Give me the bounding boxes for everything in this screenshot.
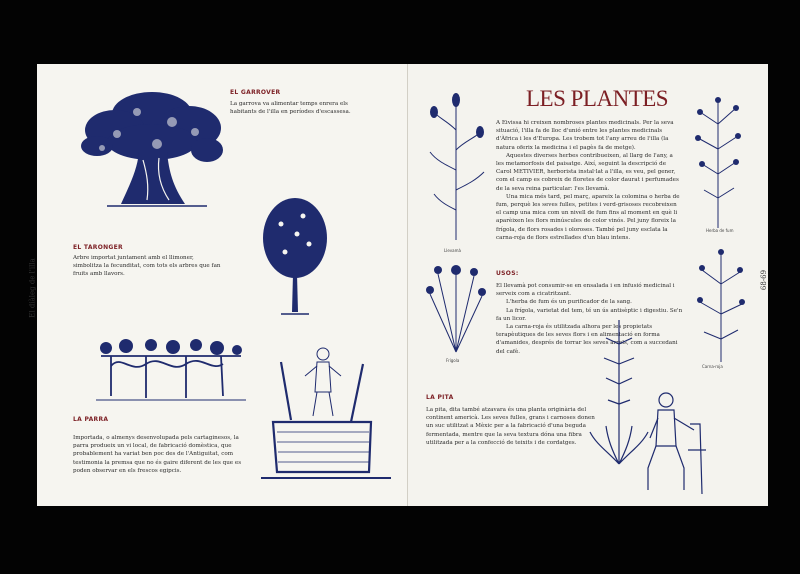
taronger-heading: EL TARONGER <box>73 244 123 251</box>
garrover-heading: EL GARROVER <box>230 89 281 96</box>
orange-tree-illustration <box>259 194 331 322</box>
intro-paragraph: Aquestes diverses herbes contribueixen, al llarg de l'any, a les metamorfosis del paisatge. Així, seguint la descripció de Carol METIVIER, herborista instal·lat a l'illa, es veu, pel gener, com el camp es cobreix de floretes de color daurat i perfumades de la seva reina particular: l'es llevamà. <box>496 152 679 192</box>
herba-de-fum-illustration <box>690 94 746 228</box>
taronger-text: Arbre importat juntament amb el llimoner, simbolitza la fecunditat, com tots els arbres que fan fruits amb llavors. <box>73 255 221 278</box>
llevama-caption: Llevamà <box>444 248 461 253</box>
intro-text <box>496 119 681 242</box>
llevama-illustration <box>426 90 488 240</box>
seated-man-illustration <box>640 390 710 496</box>
herba-de-fum-caption: Herba de fum <box>706 228 734 233</box>
intro-paragraph: Una mica més tard, pel març, apareix la colomina o herba de fum, perquè les seves fulles, petites i verd-grisoses recobreixen el camp una mica com un nivell de fum fins al moment en què li aparèixen les flors minúscules de color vinós. Pel juny floreix la frígola, de flors rosades i oloroses. També pel juny esclata la carna-roja de flors estrellades d'un blau intens. <box>496 193 680 241</box>
left-page <box>28 64 407 506</box>
right-page <box>408 64 768 506</box>
carob-tree-illustration <box>77 82 227 212</box>
intro-paragraph: A Eivissa hi creixen nombroses plantes medicinals. Per la seva situació, l'illa fa de lloc d'unió entre les plantes medicinals d'Àfrica i les d'Europa. Les trobem tot l'any arreu de l'illa (la natura oferix la medicina i el pagès fa de metge). <box>496 120 674 151</box>
pita-heading: LA PITA <box>426 394 454 401</box>
vine-illustration <box>91 326 251 406</box>
frigola-caption: Frígola <box>446 358 460 363</box>
usos-paragraph: El llevamà pot consumir-se en ensalada i en infusió medicinal i serveix com a cicatritzant. <box>496 283 675 298</box>
page-title: LES PLANTES <box>526 86 669 111</box>
page-numbers: 68-69 <box>760 269 769 291</box>
usos-paragraph: La frígola, varietat del tem, té un ús antisèptic i digestiu. Se'n fa un licor. <box>496 307 683 322</box>
parra-text: Importada, o almenys desenvolupada pels cartaginesos, la parra produeix un vi local, de fabricació domèstica, que probablement ha variat ben poc des de l'Antiguitat, com testimonia la premsa que no és gaire diferent de les que es poden observar en els frescos egipcis. <box>73 435 242 474</box>
usos-paragraph: La carna-roja és utilitzada alhora per les propietats terapèutiques de les seves flors i en alimentació en forma d'amanides, després de torrar les seves arrels, com a succedani del cafè. <box>496 324 678 355</box>
carna-roja-caption: Carna-roja <box>702 364 723 369</box>
garrover-text: La garrova va alimentar temps enrera els habitants de l'illa en períodes d'escassesa. <box>230 101 351 116</box>
frigola-illustration <box>424 254 488 354</box>
carna-roja-illustration <box>692 244 750 362</box>
usos-heading: USOS: <box>496 270 519 277</box>
wine-press-illustration <box>251 342 401 490</box>
pita-text: La pita, dita també atzavara és una planta originària del continent americà. Les seves fulles, grans i carnoses donen un suc utilitzat a Mèxic per a la fabricació d'una beguda fermentada, mentre que la seva textura dóna una fibra utilitzada per a la confecció de teixits i de cordatges. <box>426 407 595 446</box>
running-header: El diàleg de l'illa <box>28 258 37 318</box>
parra-heading: LA PARRA <box>73 416 109 423</box>
usos-paragraph: L'herba de fum és un purificador de la sang. <box>506 299 632 306</box>
